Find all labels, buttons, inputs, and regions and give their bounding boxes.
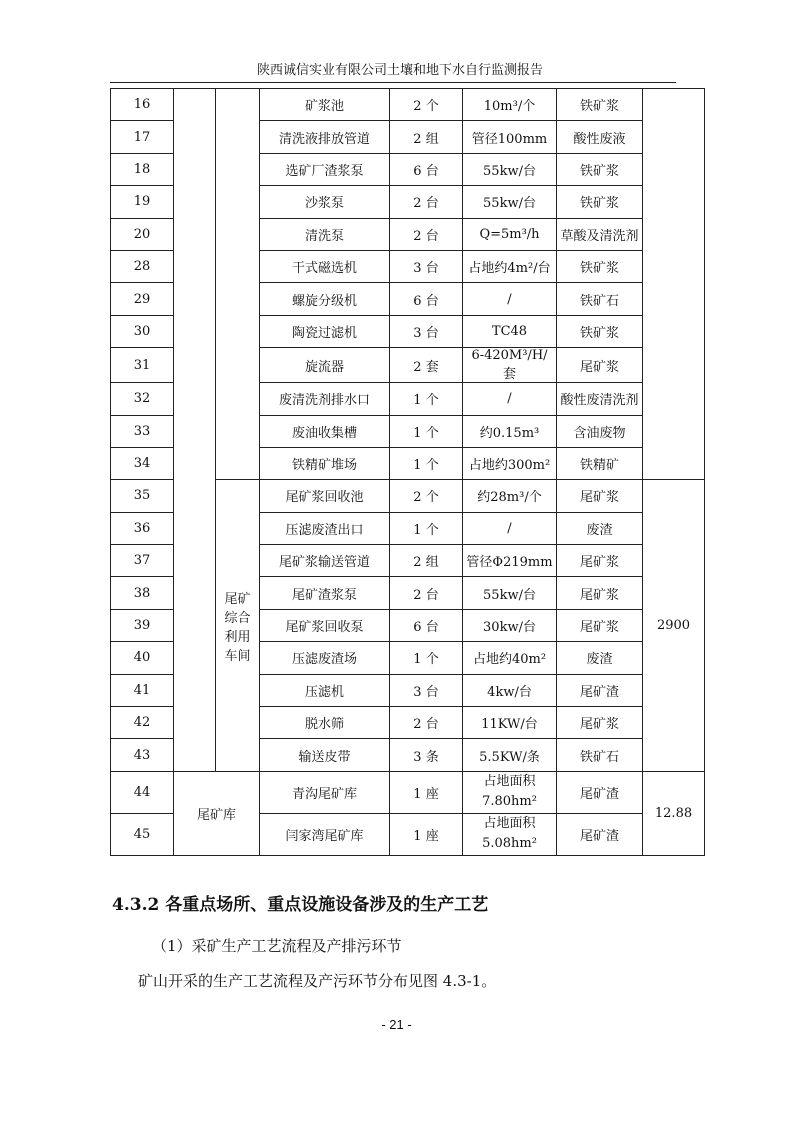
equipment-name-cell: 陶瓷过滤机 (260, 315, 390, 347)
area-name-cell: 尾矿综合利用车间 (216, 480, 260, 772)
spec-cell: 管径100mm (463, 121, 557, 153)
medium-cell: 酸性废液 (557, 121, 643, 153)
medium-cell: 铁矿浆 (557, 153, 643, 185)
medium-cell: 铁矿浆 (557, 315, 643, 347)
table-row (111, 89, 705, 121)
quantity-cell: 6 台 (390, 609, 463, 641)
row-number-cell: 34 (111, 447, 174, 479)
equipment-name-cell: 压滤废渣出口 (260, 512, 390, 544)
row-number-cell: 33 (111, 415, 174, 447)
quantity-cell: 1 个 (390, 512, 463, 544)
equipment-name-cell: 尾矿浆回收泵 (260, 609, 390, 641)
quantity-cell: 6 台 (390, 283, 463, 315)
spec-cell: / (463, 383, 557, 415)
equipment-name-cell: 尾矿浆输送管道 (260, 545, 390, 577)
spec-cell: TC48 (463, 315, 557, 347)
equipment-name-cell: 铁精矿堆场 (260, 447, 390, 479)
medium-cell: 铁矿浆 (557, 250, 643, 282)
quantity-cell: 2 台 (390, 218, 463, 250)
header-rule (110, 82, 676, 83)
medium-cell: 废渣 (557, 642, 643, 674)
spec-cell: 5.5KW/条 (463, 739, 557, 771)
quantity-cell: 2 台 (390, 707, 463, 739)
section-title: 4.3.2 各重点场所、重点设施设备涉及的生产工艺 (112, 895, 489, 915)
medium-cell: 废渣 (557, 512, 643, 544)
row-number-cell: 20 (111, 218, 174, 250)
equipment-table-body (111, 89, 705, 856)
row-number-cell: 40 (111, 642, 174, 674)
quantity-cell: 1 座 (390, 771, 463, 813)
equipment-name-cell: 旋流器 (260, 348, 390, 383)
row-number-cell: 38 (111, 577, 174, 609)
equipment-name-cell: 矿浆池 (260, 89, 390, 121)
equipment-name-cell: 废清洗剂排水口 (260, 383, 390, 415)
equipment-name-cell: 沙浆泵 (260, 186, 390, 218)
equipment-name-cell: 螺旋分级机 (260, 283, 390, 315)
medium-cell: 尾矿浆 (557, 609, 643, 641)
equipment-name-cell: 输送皮带 (260, 739, 390, 771)
medium-cell: 尾矿浆 (557, 480, 643, 512)
row-number-cell: 35 (111, 480, 174, 512)
equipment-name-cell: 清洗泵 (260, 218, 390, 250)
spec-cell: / (463, 512, 557, 544)
area-value-cell (643, 89, 705, 480)
equipment-table (110, 88, 705, 856)
quantity-cell: 3 台 (390, 250, 463, 282)
medium-cell: 尾矿渣 (557, 771, 643, 813)
quantity-cell: 2 个 (390, 480, 463, 512)
equipment-name-cell: 闫家湾尾矿库 (260, 813, 390, 855)
spec-cell: 约0.15m³ (463, 415, 557, 447)
medium-cell: 铁矿浆 (557, 89, 643, 121)
category-cell (174, 89, 216, 772)
quantity-cell: 1 座 (390, 813, 463, 855)
table-row (111, 771, 705, 813)
quantity-cell: 1 个 (390, 415, 463, 447)
quantity-cell: 6 台 (390, 153, 463, 185)
spec-cell: 4kw/台 (463, 674, 557, 706)
quantity-cell: 3 台 (390, 315, 463, 347)
spec-line: 5.08hm² (482, 836, 537, 852)
row-number-cell: 29 (111, 283, 174, 315)
equipment-name-cell: 废油收集槽 (260, 415, 390, 447)
medium-cell: 酸性废清洗剂 (557, 383, 643, 415)
row-number-cell: 17 (111, 121, 174, 153)
equipment-name-cell: 压滤废渣场 (260, 642, 390, 674)
area-name-cell (216, 89, 260, 480)
spec-cell: 管径Φ219mm (463, 545, 557, 577)
equipment-name-cell: 压滤机 (260, 674, 390, 706)
spec-cell: 30kw/台 (463, 609, 557, 641)
spec-cell (463, 771, 557, 813)
spec-cell: / (463, 283, 557, 315)
spec-cell: 55kw/台 (463, 153, 557, 185)
page-header: 陕西诚信实业有限公司土壤和地下水自行监测报告 (256, 63, 543, 78)
equipment-name-cell: 选矿厂渣浆泵 (260, 153, 390, 185)
spec-cell: 55kw/台 (463, 577, 557, 609)
spec-cell: 55kw/台 (463, 186, 557, 218)
row-number-cell: 28 (111, 250, 174, 282)
spec-cell (463, 813, 557, 855)
row-number-cell: 18 (111, 153, 174, 185)
row-number-cell: 43 (111, 739, 174, 771)
quantity-cell: 2 台 (390, 577, 463, 609)
spec-cell: Q=5m³/h (463, 218, 557, 250)
row-number-cell: 45 (111, 813, 174, 855)
medium-cell: 尾矿浆 (557, 545, 643, 577)
row-number-cell: 41 (111, 674, 174, 706)
equipment-name-cell: 尾矿浆回收池 (260, 480, 390, 512)
spec-line: 7.80hm² (482, 794, 537, 810)
medium-cell: 铁矿石 (557, 283, 643, 315)
page-number: - 21 - (381, 1017, 412, 1032)
area-value-cell: 12.88 (643, 771, 705, 855)
spec-cell: 11KW/台 (463, 707, 557, 739)
quantity-cell: 2 组 (390, 121, 463, 153)
quantity-cell: 1 个 (390, 642, 463, 674)
row-number-cell: 31 (111, 348, 174, 383)
quantity-cell: 1 个 (390, 383, 463, 415)
body-paragraph: 矿山开采的生产工艺流程及产污环节分布见图 4.3-1。 (138, 972, 497, 990)
quantity-cell: 2 组 (390, 545, 463, 577)
quantity-cell: 3 条 (390, 739, 463, 771)
row-number-cell: 36 (111, 512, 174, 544)
spec-line: 占地面积 (483, 816, 536, 832)
row-number-cell: 37 (111, 545, 174, 577)
row-number-cell: 16 (111, 89, 174, 121)
spec-cell: 占地约40m² (463, 642, 557, 674)
row-number-cell: 19 (111, 186, 174, 218)
quantity-cell: 1 个 (390, 447, 463, 479)
medium-cell: 铁矿石 (557, 739, 643, 771)
medium-cell: 尾矿渣 (557, 674, 643, 706)
equipment-name-cell: 干式磁选机 (260, 250, 390, 282)
spec-line: 占地面积 (483, 774, 536, 790)
row-number-cell: 39 (111, 609, 174, 641)
medium-cell: 尾矿浆 (557, 707, 643, 739)
spec-cell: 约28m³/个 (463, 480, 557, 512)
row-number-cell: 32 (111, 383, 174, 415)
spec-cell: 占地约4m²/台 (463, 250, 557, 282)
quantity-cell: 2 个 (390, 89, 463, 121)
area-name-cell: 尾矿库 (174, 771, 260, 855)
medium-cell: 含油废物 (557, 415, 643, 447)
quantity-cell: 2 台 (390, 186, 463, 218)
row-number-cell: 44 (111, 771, 174, 813)
spec-cell: 6-420M³/H/套 (463, 348, 557, 383)
area-value-cell: 2900 (643, 480, 705, 772)
row-number-cell: 30 (111, 315, 174, 347)
medium-cell: 铁精矿 (557, 447, 643, 479)
equipment-name-cell: 脱水筛 (260, 707, 390, 739)
equipment-name-cell: 清洗液排放管道 (260, 121, 390, 153)
row-number-cell: 42 (111, 707, 174, 739)
medium-cell: 尾矿渣 (557, 813, 643, 855)
spec-cell: 10m³/个 (463, 89, 557, 121)
spec-cell: 占地约300m² (463, 447, 557, 479)
quantity-cell: 2 套 (390, 348, 463, 383)
subsection-heading: （1）采矿生产工艺流程及产排污环节 (152, 937, 402, 955)
medium-cell: 铁矿浆 (557, 186, 643, 218)
medium-cell: 尾矿浆 (557, 577, 643, 609)
medium-cell: 草酸及清洗剂 (557, 218, 643, 250)
equipment-name-cell: 青沟尾矿库 (260, 771, 390, 813)
equipment-name-cell: 尾矿渣浆泵 (260, 577, 390, 609)
quantity-cell: 3 台 (390, 674, 463, 706)
medium-cell: 尾矿浆 (557, 348, 643, 383)
